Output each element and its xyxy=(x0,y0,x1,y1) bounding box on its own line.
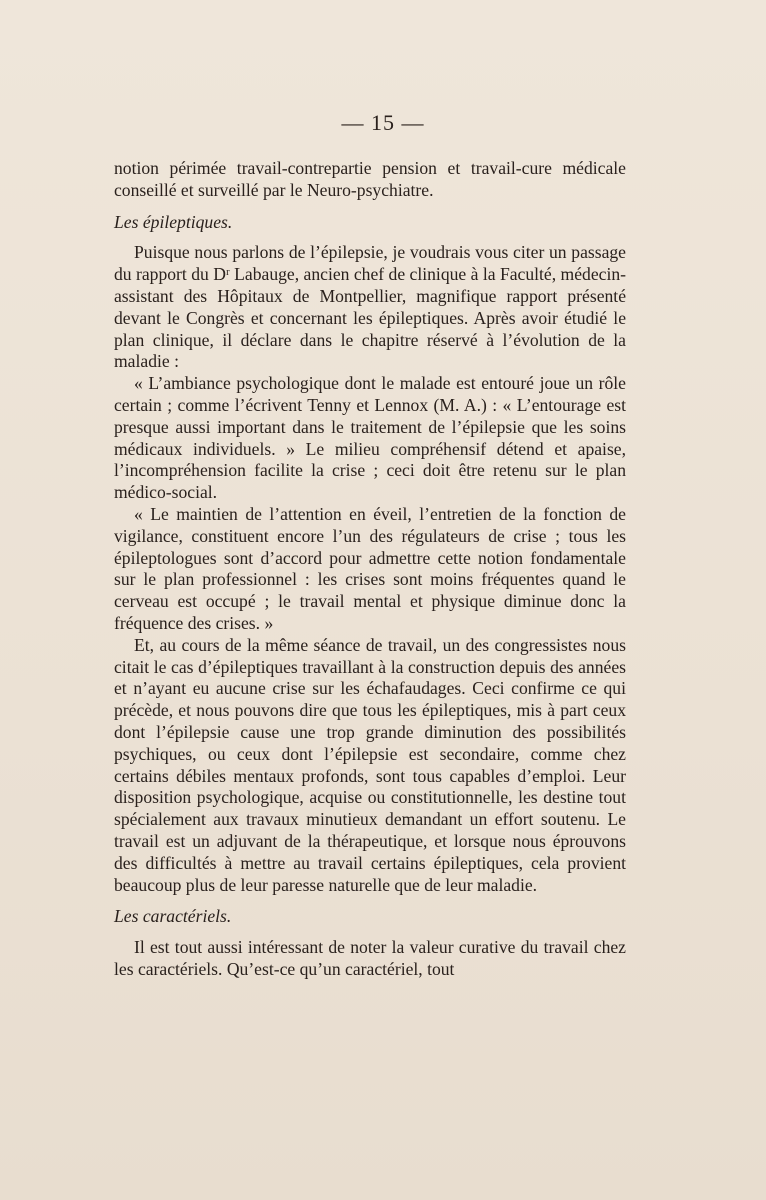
section-heading-caracteriels: Les caractériels. xyxy=(114,906,232,927)
page-number: — 15 — xyxy=(341,110,425,135)
opening-paragraph: notion périmée travail-contrepartie pension et travail-cure médicale conseillé et surveillé par le Neuro-psychiatre. xyxy=(114,158,626,200)
paragraph: Et, au cours de la même séance de travail, un des congressistes nous citait le cas d’épileptiques travaillant à la construction depuis des années et n’ayant eu aucune crise sur les échafaudages. Ceci confirme ce qui précède, et nous pouvons dire que tous les épileptiques, mis à part ceux dont l’épilepsie cause une trop grande diminution des possibilités psychiques, ou ceux dont l’épilepsie est secondaire, comme chez certains débiles mentaux profonds, sont tous capables d’emploi. Leur disposition psychologique, acquise ou constitutionnelle, les destine tout spécialement aux travaux minutieux demandant un effort soutenu. Le travail est un adjuvant de la thérapeutique, et lorsque nous éprouvons des difficultés à mettre au travail certains épileptiques, cela provient beaucoup plus de leur paresse naturelle que de leur maladie. xyxy=(114,634,626,895)
quotation-paragraph: « Le maintien de l’attention en éveil, l’entretien de la fonction de vigilance, constituent encore l’un des régulateurs de crise ; tous les épileptologues sont d’accord pour admettre cette notion fondamentale sur le plan professionnel : les crises sont moins fréquentes quand le cerveau est occupé ; le travail mental et physique diminue donc la fréquence des crises. » xyxy=(114,503,626,633)
paragraph: Il est tout aussi intéressant de noter la valeur curative du travail chez les caractériels. Qu’est-ce qu’un caractériel, tout xyxy=(114,937,626,979)
paragraph: Puisque nous parlons de l’épilepsie, je voudrais vous citer un passage du rapport du Dʳ Labauge, ancien chef de clinique à la Faculté, médecin-assistant des Hôpitaux de Montpellier, magnifique rapport présenté devant le Congrès et concernant les épileptiques. Après avoir étudié le plan clinique, il déclare dans le chapitre réservé à l’évolution de la maladie : xyxy=(114,242,626,372)
quotation-paragraph: « L’ambiance psychologique dont le malade est entouré joue un rôle certain ; comme l’écrivent Tenny et Lennox (M. A.) : « L’entourage est presque aussi important dans le traitement de l’épilepsie que les soins médicaux individuels. » Le milieu compréhensif détend et apaise, l’incompréhension facilite la crise ; ceci doit être retenu sur le plan médico-social. xyxy=(114,373,626,503)
body-text xyxy=(114,158,626,981)
section-heading-epileptiques: Les épileptiques. xyxy=(114,211,233,232)
